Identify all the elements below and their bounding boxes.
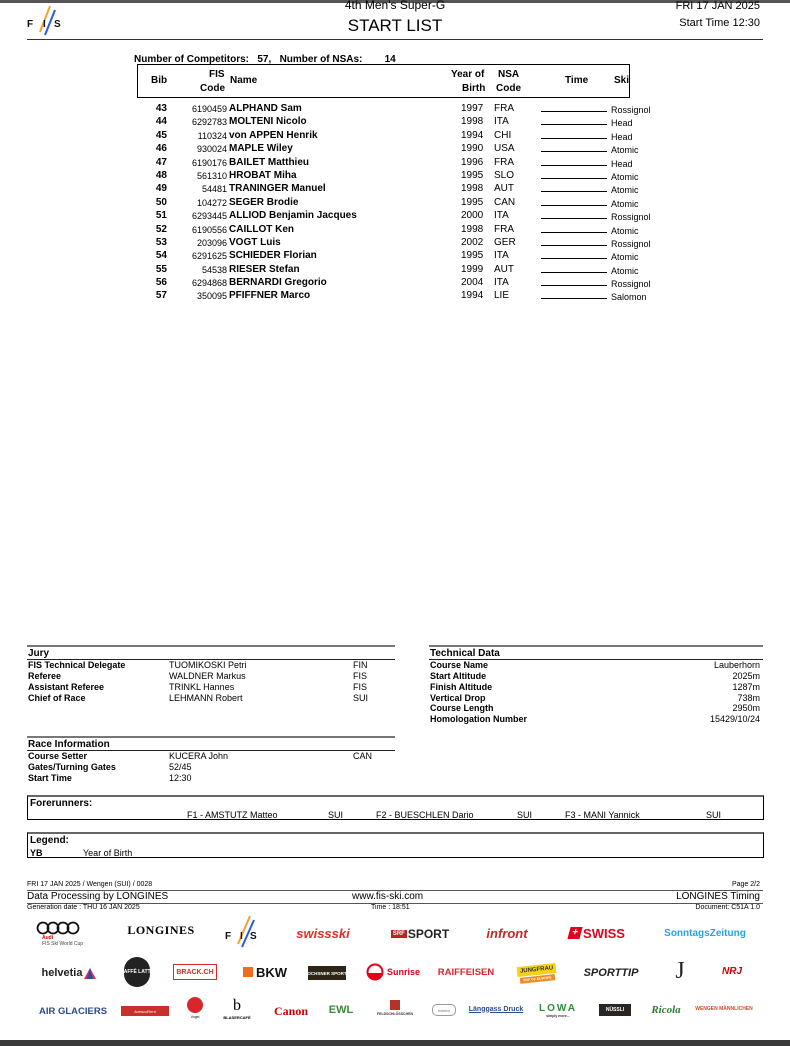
jury-nation: FIS bbox=[353, 671, 368, 681]
footer-generation-date: Generation date : THU 16 JAN 2025 bbox=[27, 904, 140, 911]
ski-brand: Atomic bbox=[611, 198, 639, 209]
forerunner-name: F3 - MANI Yannick bbox=[565, 810, 640, 820]
feldschloesschen-castle-icon bbox=[390, 1000, 400, 1010]
footer-timing: LONGINES Timing bbox=[676, 891, 760, 902]
athlete-name: MOLTENI Nicolo bbox=[229, 116, 307, 128]
race-info-label: Course Setter bbox=[28, 751, 88, 761]
table-row bbox=[137, 277, 657, 290]
lowa-tagline: simply more... bbox=[546, 1013, 570, 1018]
fis-code: 6292783 bbox=[191, 117, 227, 128]
technical-label: Course Name bbox=[430, 660, 489, 670]
table-row bbox=[137, 130, 657, 143]
ski-brand: Atomic bbox=[611, 265, 639, 276]
ski-brand: Rossignol bbox=[611, 212, 651, 223]
year-of-birth: 1995 bbox=[461, 169, 484, 181]
ski-brand: Atomic bbox=[611, 185, 639, 196]
race-info-top-rule bbox=[27, 736, 395, 738]
blasercafe-label: BLASERCAFÉ bbox=[223, 1014, 251, 1020]
year-of-birth: 1994 bbox=[461, 290, 484, 302]
time-blank bbox=[541, 130, 607, 139]
vogel-logo bbox=[185, 993, 205, 1023]
year-of-birth: 1995 bbox=[461, 196, 484, 208]
bib: 48 bbox=[155, 169, 167, 181]
sunrise-circle-icon bbox=[366, 963, 384, 981]
technical-value: 1287m bbox=[732, 682, 760, 692]
time-blank bbox=[541, 290, 607, 299]
time-blank bbox=[541, 157, 607, 166]
fis-code: 350095 bbox=[196, 291, 227, 302]
nsa-code: FRA bbox=[494, 156, 514, 168]
nsa-code: AUT bbox=[494, 263, 514, 275]
table-row bbox=[137, 157, 657, 170]
year-of-birth: 1998 bbox=[461, 116, 484, 128]
sonntagszeitung-logo: SonntagsZeitung bbox=[664, 927, 746, 939]
technical-label: Start Altitude bbox=[430, 671, 487, 681]
nsa-code: CAN bbox=[494, 196, 516, 208]
jury-role: Assistant Referee bbox=[28, 682, 105, 692]
athlete-name: TRANINGER Manuel bbox=[229, 183, 326, 195]
time-blank bbox=[541, 237, 607, 246]
time-blank bbox=[541, 103, 607, 112]
bib: 56 bbox=[155, 277, 167, 289]
footer-website[interactable]: www.fis-ski.com bbox=[352, 891, 424, 902]
ski-brand: Atomic bbox=[611, 225, 639, 236]
athlete-name: HROBAT Miha bbox=[229, 169, 297, 181]
legend-code: YB bbox=[30, 848, 43, 858]
jury-nation: FIS bbox=[353, 682, 368, 692]
jury-name: TUOMIKOSKI Petri bbox=[169, 660, 247, 670]
col-nsa-bottom: Code bbox=[496, 83, 521, 94]
audi-rings-icon bbox=[36, 921, 80, 935]
event-name: 4th Men's Super-G bbox=[344, 0, 446, 12]
avescorent-logo: AvescoRent bbox=[121, 1006, 169, 1016]
swiss-cross-icon: + bbox=[567, 927, 582, 939]
technical-value: 2025m bbox=[732, 671, 760, 681]
forerunner-nation: SUI bbox=[706, 810, 722, 820]
ski-brand: Salomon bbox=[611, 292, 647, 303]
caffe-latte-logo: CAFFÈ LATTE bbox=[124, 957, 150, 987]
table-row bbox=[137, 290, 657, 303]
jury-nation: FIN bbox=[353, 660, 368, 670]
technical-label: Finish Altitude bbox=[430, 682, 493, 692]
year-of-birth: 1998 bbox=[461, 183, 484, 195]
col-fis-top: FIS bbox=[209, 69, 225, 80]
footer-page: Page 2/2 bbox=[731, 881, 760, 888]
fis-code: 6190556 bbox=[191, 224, 227, 235]
window-bottom-edge bbox=[0, 1040, 790, 1046]
forerunner-nation: SUI bbox=[517, 810, 533, 820]
sporttip-logo: SPORTTIP bbox=[583, 967, 639, 979]
nsa-code: USA bbox=[494, 143, 515, 155]
ski-brand: Atomic bbox=[611, 171, 639, 182]
competitor-counts: Number of Competitors: 57, Number of NSAs: 14 bbox=[134, 54, 396, 65]
footer-event-info: FRI 17 JAN 2025 / Wengen (SUI) / 0028 bbox=[27, 881, 153, 888]
year-of-birth: 1996 bbox=[461, 156, 484, 168]
year-of-birth: 2002 bbox=[461, 236, 484, 248]
bkw-logo bbox=[240, 963, 290, 981]
technical-value: 15429/10/24 bbox=[709, 714, 760, 724]
time-blank bbox=[541, 116, 607, 125]
table-row bbox=[137, 250, 657, 263]
bib: 45 bbox=[155, 129, 167, 141]
vogel-label: Vogel bbox=[190, 1015, 200, 1019]
bkw-label: BKW bbox=[255, 964, 288, 980]
forerunner-nation: SUI bbox=[328, 810, 344, 820]
forerunner-name: F1 - AMSTUTZ Matteo bbox=[187, 810, 278, 820]
legend-meaning: Year of Birth bbox=[83, 848, 133, 858]
jury-role: Referee bbox=[28, 671, 62, 681]
year-of-birth: 1997 bbox=[461, 103, 484, 114]
raiffeisen-logo: RAIFFEISEN bbox=[437, 966, 495, 978]
fis-code: 561310 bbox=[196, 170, 227, 181]
laenggass-druck-logo: Länggass Druck bbox=[468, 1005, 524, 1013]
nsa-code: AUT bbox=[494, 183, 514, 195]
fis-code: 6293445 bbox=[191, 211, 227, 222]
fis-code: 104272 bbox=[196, 197, 227, 208]
jury-title: Jury bbox=[28, 648, 50, 659]
nsa-code: GER bbox=[494, 236, 516, 248]
year-of-birth: 1999 bbox=[461, 263, 484, 275]
ski-brand: Atomic bbox=[611, 252, 639, 263]
svg-text:S: S bbox=[54, 19, 61, 30]
time-blank bbox=[541, 170, 607, 179]
footer-document: Document: C51A 1.0 bbox=[695, 904, 760, 911]
time-blank bbox=[541, 183, 607, 192]
athlete-name: ALPHAND Sam bbox=[229, 103, 302, 114]
srf-sport-logo bbox=[388, 926, 452, 942]
table-row bbox=[137, 183, 657, 196]
nsa-code: ITA bbox=[494, 116, 509, 128]
vogel-circle-icon bbox=[187, 997, 203, 1013]
athlete-name: von APPEN Henrik bbox=[229, 129, 318, 141]
bib: 52 bbox=[155, 223, 167, 235]
bib: 47 bbox=[155, 156, 167, 168]
svg-text:I: I bbox=[43, 19, 46, 30]
nsa-code: ITA bbox=[494, 210, 509, 222]
sunrise-logo bbox=[365, 962, 421, 982]
time-blank bbox=[541, 250, 607, 259]
athlete-name: ALLIOD Benjamin Jacques bbox=[229, 210, 357, 222]
time-blank bbox=[541, 143, 607, 152]
jury-top-rule bbox=[27, 645, 395, 647]
swiss-label: SWISS bbox=[583, 925, 625, 941]
table-row bbox=[137, 116, 657, 129]
year-of-birth: 1998 bbox=[461, 223, 484, 235]
brack-logo: BRACK.CH bbox=[173, 964, 217, 980]
technical-value: 738m bbox=[737, 693, 760, 703]
year-of-birth: 1994 bbox=[461, 129, 484, 141]
nsa-code: SLO bbox=[494, 169, 515, 181]
bib: 44 bbox=[155, 116, 167, 128]
lowa-logo bbox=[534, 1001, 582, 1019]
race-info-title: Race Information bbox=[28, 739, 110, 750]
technical-value: 2950m bbox=[732, 703, 760, 713]
ski-brand: Atomic bbox=[611, 145, 639, 156]
jury-role: FIS Technical Delegate bbox=[28, 660, 126, 670]
fis-code: 6190459 bbox=[191, 104, 227, 114]
nsa-code: ITA bbox=[494, 277, 509, 289]
air-glaciers-logo: AIR GLACIERS bbox=[38, 1005, 108, 1017]
footer-time: Time : 18:51 bbox=[371, 904, 410, 911]
infront-logo: infront bbox=[486, 925, 528, 941]
blasercafe-b-icon: b bbox=[233, 996, 241, 1014]
start-list-rows bbox=[137, 103, 657, 304]
jury-name: LEHMANN Robert bbox=[169, 693, 243, 703]
nsa-code: FRA bbox=[494, 223, 514, 235]
blasercafe-logo bbox=[220, 993, 254, 1023]
nsa-code: FRA bbox=[494, 103, 514, 114]
ski-brand: Head bbox=[611, 131, 633, 142]
fis-code: 54538 bbox=[201, 264, 227, 275]
nrj-logo: NRJ bbox=[722, 965, 743, 977]
bib: 54 bbox=[155, 250, 167, 262]
col-bib: Bib bbox=[151, 75, 168, 86]
bib: 57 bbox=[155, 290, 167, 302]
year-of-birth: 2000 bbox=[461, 210, 484, 222]
bib: 46 bbox=[155, 143, 167, 155]
srf-sport-label: SPORT bbox=[407, 927, 450, 941]
athlete-name: BAILET Matthieu bbox=[229, 156, 309, 168]
athlete-name: RIESER Stefan bbox=[229, 263, 300, 275]
fis-sponsor-logo bbox=[222, 914, 260, 948]
longines-logo: LONGINES bbox=[127, 922, 195, 937]
page-title: START LIST bbox=[347, 16, 443, 35]
feldschloesschen-logo bbox=[372, 996, 418, 1020]
fis-code: 6294868 bbox=[191, 278, 227, 289]
athlete-name: BERNARDI Gregorio bbox=[229, 277, 327, 289]
race-info-value: 12:30 bbox=[169, 773, 192, 783]
fis-code: 203096 bbox=[196, 237, 227, 248]
col-yob-top: Year of bbox=[451, 69, 485, 80]
nsa-code: ITA bbox=[494, 250, 509, 262]
fis-code: 930024 bbox=[196, 144, 227, 155]
jury-role: Chief of Race bbox=[28, 693, 86, 703]
year-of-birth: 1995 bbox=[461, 250, 484, 262]
race-info-value: KUCERA John bbox=[169, 751, 229, 761]
athlete-name: MAPLE Wiley bbox=[229, 143, 293, 155]
col-name: Name bbox=[230, 75, 258, 86]
swiss-logo bbox=[566, 925, 628, 941]
ski-brand: Head bbox=[611, 158, 633, 169]
svg-text:S: S bbox=[250, 931, 257, 942]
jury-name: TRINKL Hannes bbox=[169, 682, 235, 692]
technical-title: Technical Data bbox=[430, 648, 500, 659]
time-blank bbox=[541, 264, 607, 273]
table-row bbox=[137, 264, 657, 277]
canon-logo: Canon bbox=[273, 1003, 308, 1018]
table-row bbox=[137, 210, 657, 223]
fis-code: 54481 bbox=[201, 184, 227, 195]
bib: 53 bbox=[155, 236, 167, 248]
fis-code: 6291625 bbox=[191, 251, 227, 262]
footer-data-processing: Data Processing by LONGINES bbox=[27, 891, 169, 902]
sunrise-label: Sunrise bbox=[386, 967, 420, 977]
jungfrau-sub: TOP OF EUROPE bbox=[519, 974, 554, 984]
forerunners-title: Forerunners: bbox=[30, 798, 93, 809]
helvetia-label: helvetia bbox=[41, 967, 83, 979]
nuessli-logo: NÜSSLI bbox=[599, 1004, 631, 1016]
table-row bbox=[137, 103, 657, 116]
col-nsa-top: NSA bbox=[498, 69, 520, 80]
time-blank bbox=[541, 197, 607, 206]
table-row bbox=[137, 197, 657, 210]
forerunners-box bbox=[27, 795, 764, 820]
bib: 43 bbox=[155, 103, 167, 114]
table-row bbox=[137, 170, 657, 183]
athlete-name: CAILLOT Ken bbox=[229, 223, 294, 235]
ski-brand: Rossignol bbox=[611, 105, 651, 115]
fis-code: 6190176 bbox=[191, 157, 227, 168]
nsa-code: LIE bbox=[494, 290, 510, 302]
bib: 51 bbox=[155, 210, 167, 222]
start-time: Start Time 12:30 bbox=[679, 17, 760, 29]
technical-top-rule bbox=[429, 645, 763, 647]
bib: 50 bbox=[155, 196, 167, 208]
race-info-label: Start Time bbox=[28, 773, 72, 783]
col-time: Time bbox=[565, 75, 589, 86]
helvetia-logo bbox=[38, 965, 100, 981]
athlete-name: SEGER Brodie bbox=[229, 196, 299, 208]
table-row bbox=[137, 237, 657, 250]
ricola-logo: Ricola bbox=[651, 1004, 681, 1016]
feldschloesschen-label: FELDSCHLÖSSCHEN bbox=[377, 1012, 413, 1016]
athlete-name: SCHIEDER Florian bbox=[229, 250, 317, 262]
start-list-header bbox=[137, 64, 630, 98]
bib: 49 bbox=[155, 183, 167, 195]
jury-name: WALDNER Markus bbox=[169, 671, 246, 681]
ski-brand: Rossignol bbox=[611, 238, 651, 249]
ski-brand: Head bbox=[611, 118, 633, 129]
svg-text:F: F bbox=[225, 931, 232, 942]
jury-nation: SUI bbox=[353, 693, 369, 703]
time-blank bbox=[541, 224, 607, 233]
wengen-maennlichen-logo: WENGEN MÄNNLICHEN bbox=[695, 1006, 753, 1012]
col-yob-bottom: Birth bbox=[462, 83, 486, 94]
lowa-label: LOWA bbox=[539, 1002, 577, 1014]
audi-label: Audi bbox=[42, 935, 54, 941]
technical-value: Lauberhorn bbox=[713, 660, 760, 670]
jungfrau-logo bbox=[516, 958, 558, 988]
ski-brand: Rossignol bbox=[611, 279, 651, 290]
audi-logo bbox=[36, 919, 96, 949]
bkw-square-icon bbox=[243, 967, 253, 977]
nsa-code: CHI bbox=[494, 129, 512, 141]
race-date: FRI 17 JAN 2025 bbox=[675, 0, 760, 12]
srf-badge: SRF bbox=[392, 931, 405, 937]
time-blank bbox=[541, 210, 607, 219]
technical-label: Homologation Number bbox=[430, 714, 527, 724]
legend-box bbox=[27, 832, 764, 858]
technical-label: Course Length bbox=[430, 703, 494, 713]
helvetia-triangle-icon bbox=[84, 968, 96, 979]
ochsner-sport-logo: OCHSNER SPORT bbox=[308, 966, 346, 980]
fis-logo-icon bbox=[222, 914, 260, 948]
col-fis-bottom: Code bbox=[200, 83, 225, 94]
time-blank bbox=[541, 277, 607, 286]
svg-text:F: F bbox=[27, 19, 34, 30]
year-of-birth: 2004 bbox=[461, 277, 484, 289]
race-info-nation: CAN bbox=[353, 751, 373, 761]
table-row bbox=[137, 143, 657, 156]
ewl-logo: EWL bbox=[328, 1004, 354, 1016]
audi-sub: FIS Ski World Cup bbox=[42, 941, 84, 947]
swissski-logo: swissski bbox=[296, 925, 350, 941]
forerunner-name: F2 - BUESCHLEN Dario bbox=[376, 810, 474, 820]
athlete-name: PFIFFNER Marco bbox=[229, 290, 311, 302]
technical-label: Vertical Drop bbox=[430, 693, 486, 703]
header-divider bbox=[27, 39, 763, 40]
athlete-name: VOGT Luis bbox=[229, 236, 281, 248]
race-info-label: Gates/Turning Gates bbox=[28, 762, 116, 772]
race-info-value: 52/45 bbox=[169, 762, 192, 772]
fis-code: 110324 bbox=[197, 130, 227, 141]
col-ski: Ski bbox=[614, 75, 630, 86]
indebo-logo: indebo bbox=[432, 1004, 456, 1016]
legend-title: Legend: bbox=[30, 835, 69, 846]
svg-text:I: I bbox=[240, 931, 243, 942]
jungfrau-label: JUNGFRAU bbox=[517, 962, 557, 976]
table-row bbox=[137, 224, 657, 237]
bib: 55 bbox=[155, 263, 167, 275]
year-of-birth: 1990 bbox=[461, 143, 484, 155]
j-logo: J bbox=[675, 957, 685, 984]
